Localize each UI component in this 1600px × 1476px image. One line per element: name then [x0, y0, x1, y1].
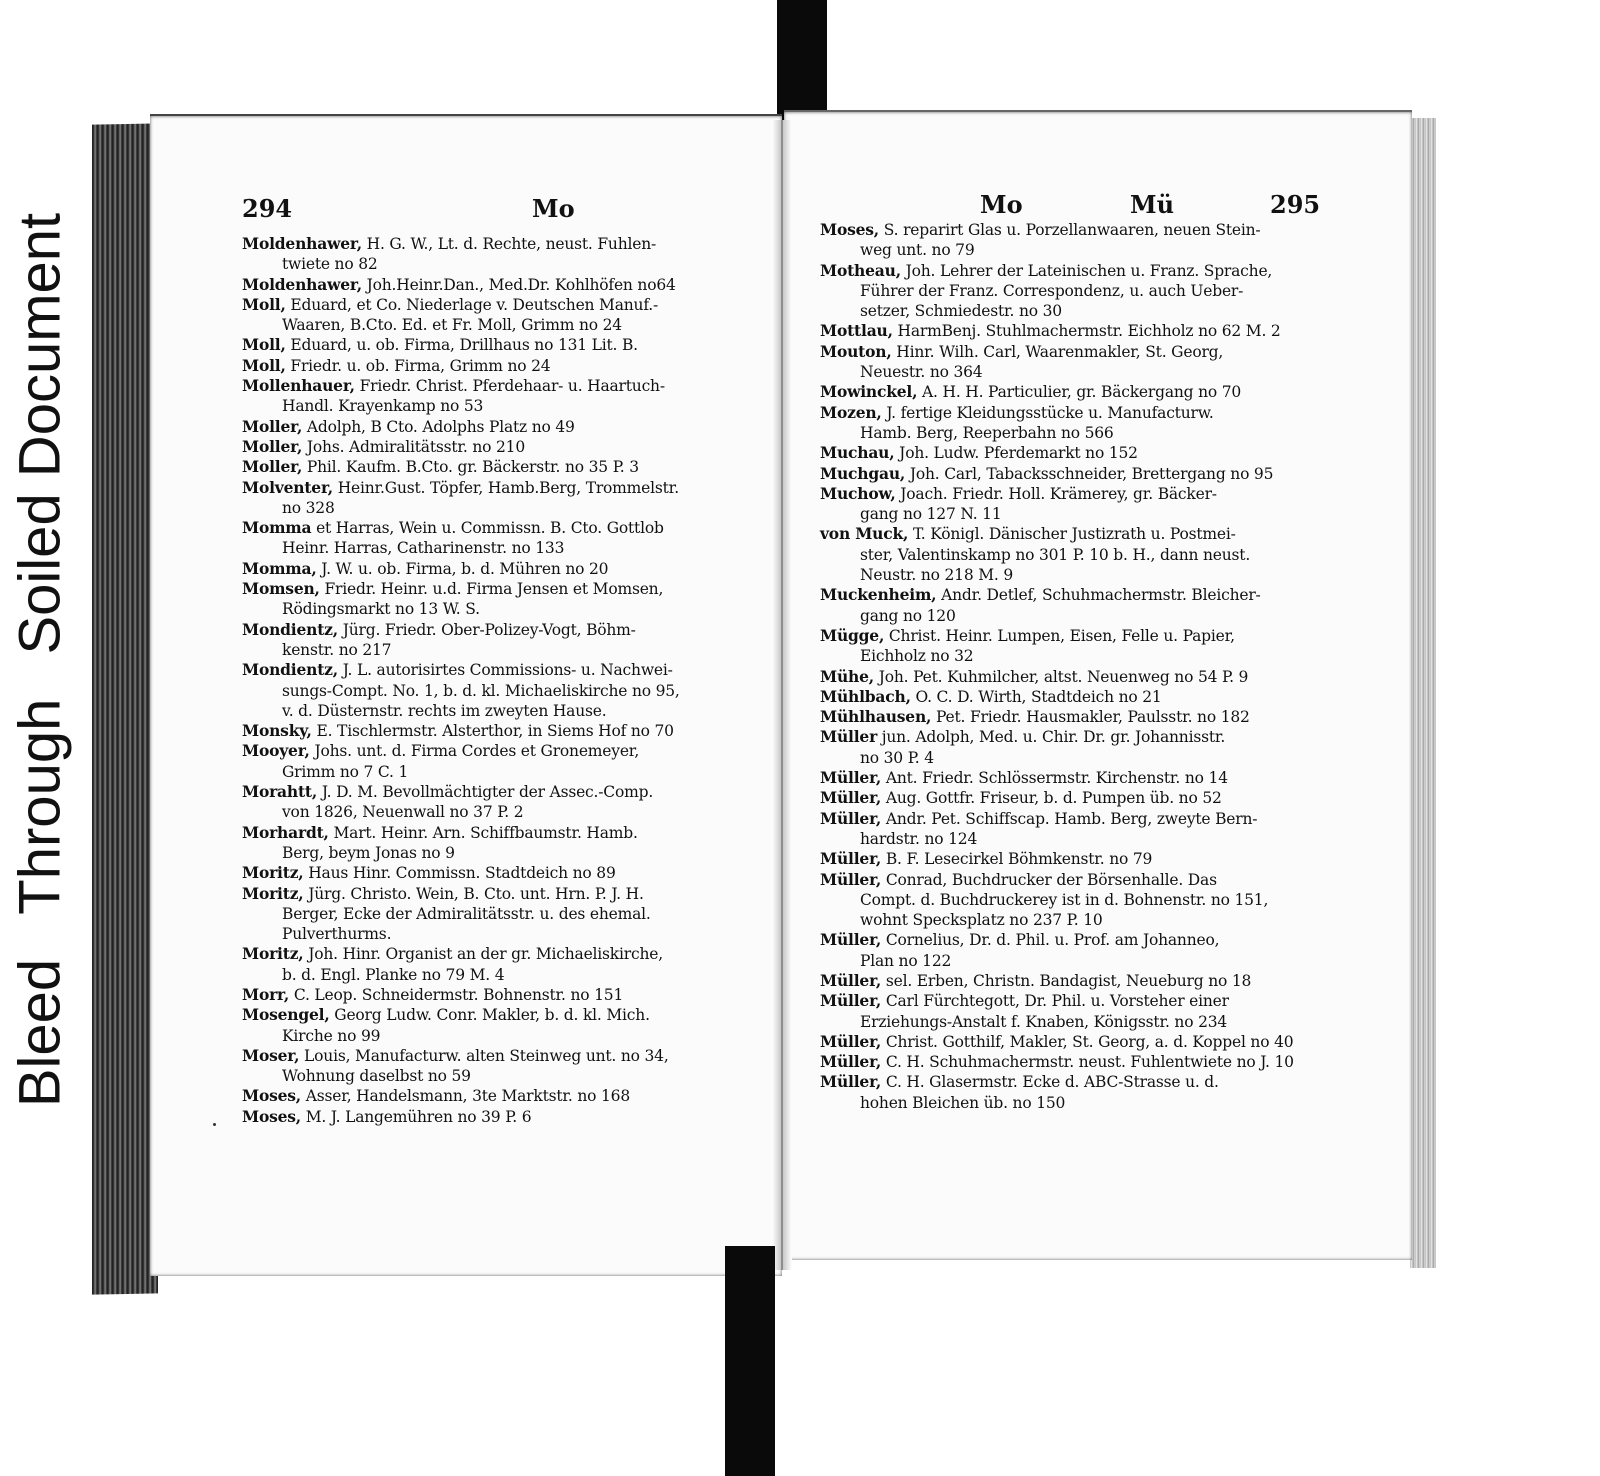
entry-name: Müller, [820, 768, 882, 788]
directory-entry [242, 741, 762, 782]
entry-text: Joh. Carl, Tabacksschneider, Brettergang no 95 [905, 464, 1274, 483]
directory-entry [820, 585, 1340, 626]
entry-first-line [820, 768, 1340, 788]
entry-first-line [242, 823, 762, 843]
entry-first-line [242, 559, 762, 579]
page-edges-left [92, 123, 158, 1294]
entry-text: Jürg. Christo. Wein, B. Cto. unt. Hrn. P. J. H. [303, 884, 644, 903]
entry-continuation: setzer, Schmiedestr. no 30 [860, 302, 1062, 321]
entry-text: C. H. Glasermstr. Ecke d. ABC-Strasse u. d. [881, 1073, 1219, 1092]
entry-continuation: Wohnung daselbst no 59 [282, 1067, 471, 1086]
entry-name: Mowinckel, [820, 382, 918, 402]
directory-entry [820, 382, 1340, 402]
entry-name: Momma [242, 518, 312, 538]
entry-text: Christ. Heinr. Lumpen, Eisen, Felle u. Papier, [884, 626, 1235, 645]
entry-name: Moll, [242, 335, 286, 355]
entry-first-line [820, 667, 1340, 687]
entry-name: Monsky, [242, 721, 312, 741]
entry-continuation: Plan no 122 [860, 951, 952, 970]
entry-name: Müller, [820, 991, 882, 1011]
entry-continuation: Waaren, B.Cto. Ed. et Fr. Moll, Grimm no 24 [282, 316, 622, 335]
entry-first-line [820, 342, 1340, 362]
directory-entry [242, 234, 762, 275]
entry-name: Mügge, [820, 625, 885, 645]
entry-name: Moller, [242, 416, 303, 436]
entry-continuation: no 328 [282, 498, 335, 517]
entry-name: Moritz, [242, 863, 304, 883]
entry-text: et Harras, Wein u. Commissn. B. Cto. Gottlob [311, 519, 664, 538]
entry-first-line [820, 382, 1340, 402]
entry-first-line [820, 971, 1340, 991]
entry-text: M. J. Langemühren no 39 P. 6 [301, 1107, 532, 1126]
entry-continuation: Grimm no 7 C. 1 [282, 762, 409, 781]
entry-text: Joh. Ludw. Pferdemarkt no 152 [894, 444, 1138, 463]
entry-first-line [820, 626, 1340, 646]
entry-first-line [820, 849, 1340, 869]
entry-text: A. H. H. Particulier, gr. Bäckergang no 70 [917, 383, 1242, 402]
entry-name: Moldenhawer, [242, 234, 362, 253]
entry-first-line [242, 1086, 762, 1106]
directory-entry [242, 437, 762, 457]
entry-text: B. F. Lesecirkel Böhmkenstr. no 79 [881, 850, 1153, 869]
entry-first-line [820, 585, 1340, 605]
entry-continuation: Heinr. Harras, Catharinenstr. no 133 [282, 539, 565, 558]
directory-entry [820, 220, 1340, 261]
directory-entry [820, 261, 1340, 322]
entry-text: Louis, Manufacturw. alten Steinweg unt. no 34, [299, 1046, 669, 1065]
entry-first-line [820, 403, 1340, 423]
directory-entry [820, 788, 1340, 808]
entry-name: Mouton, [820, 341, 892, 361]
entry-first-line [242, 518, 762, 538]
entry-name: Müller, [820, 1072, 882, 1092]
running-head-left: Mo [532, 194, 575, 223]
entry-continuation: Handl. Krayenkamp no 53 [282, 397, 484, 416]
entry-text: Andr. Detlef, Schuhmachermstr. Bleicher- [936, 586, 1261, 605]
entry-first-line [242, 457, 762, 477]
entry-first-line [242, 234, 762, 254]
directory-entry [820, 626, 1340, 667]
directory-entry [242, 782, 762, 823]
entry-text: C. Leop. Schneidermstr. Bohnenstr. no 151 [289, 985, 624, 1004]
entry-text: J. D. M. Bevollmächtigter der Assec.-Comp. [317, 783, 654, 802]
entry-name: Mondientz, [242, 619, 338, 639]
entry-name: Mozen, [820, 402, 882, 422]
entry-text: Haus Hinr. Commissn. Stadtdeich no 89 [303, 864, 616, 883]
entry-name: Moritz, [242, 883, 304, 903]
right-page [784, 110, 1412, 1260]
entry-first-line [242, 335, 762, 355]
entry-text: Jürg. Friedr. Ober-Polizey-Vogt, Böhm- [337, 620, 636, 639]
entry-continuation: Pulverthurms. [282, 925, 392, 944]
entry-text: J. fertige Kleidungsstücke u. Manufacturw. [881, 403, 1214, 422]
stamp-word-bleed: Bleed [7, 958, 73, 1108]
entry-first-line [820, 464, 1340, 484]
open-book [84, 96, 1484, 1296]
entry-continuation: Hamb. Berg, Reeperbahn no 566 [860, 423, 1114, 442]
directory-entry [242, 1046, 762, 1087]
directory-entry [820, 707, 1340, 727]
directory-entry [820, 1032, 1340, 1052]
entry-first-line [242, 275, 762, 295]
entry-continuation: ster, Valentinskamp no 301 P. 10 b. H., dann neust. [860, 545, 1251, 564]
directory-entry [242, 295, 762, 336]
entry-first-line [820, 809, 1340, 829]
entry-text: E. Tischlermstr. Alsterthor, in Siems Hof no 70 [311, 722, 674, 741]
directory-entry [242, 478, 762, 519]
entry-first-line [242, 985, 762, 1005]
entry-first-line [820, 687, 1340, 707]
entry-text: Johs. unt. d. Firma Cordes et Gronemeyer, [309, 742, 640, 761]
entry-continuation: hohen Bleichen üb. no 150 [860, 1093, 1066, 1112]
entry-name: Moses, [820, 220, 880, 239]
entry-text: T. Königl. Dänischer Justizrath u. Postmei- [908, 525, 1236, 544]
entry-first-line [820, 930, 1340, 950]
speck [213, 1123, 216, 1126]
entry-text: Adolph, B Cto. Adolphs Platz no 49 [302, 417, 575, 436]
directory-entry [242, 356, 762, 376]
entry-name: Morahtt, [242, 782, 318, 802]
entry-text: Cornelius, Dr. d. Phil. u. Prof. am Johanneo, [881, 931, 1220, 950]
entry-name: Müller, [820, 930, 882, 950]
entry-name: Müller [820, 727, 878, 747]
entry-name: Müller, [820, 808, 882, 828]
entry-text: Eduard, u. ob. Firma, Drillhaus no 131 Lit. B. [285, 336, 638, 355]
entry-continuation: b. d. Engl. Planke no 79 M. 4 [282, 965, 505, 984]
entry-text: Johs. Admiralitätsstr. no 210 [302, 437, 525, 456]
entry-name: Molventer, [242, 477, 333, 497]
entry-name: Müller, [820, 869, 882, 889]
entry-name: Mühe, [820, 666, 874, 686]
left-page [150, 114, 782, 1276]
entry-name: Mosengel, [242, 1005, 330, 1025]
entry-text: Joach. Friedr. Holl. Krämerey, gr. Bäcker- [895, 484, 1217, 503]
directory-entry [820, 870, 1340, 931]
entry-name: Muchau, [820, 443, 895, 463]
entry-first-line [242, 1005, 762, 1025]
directory-entry [820, 403, 1340, 444]
directory-entry [820, 971, 1340, 991]
entry-continuation: gang no 120 [860, 606, 956, 625]
entry-continuation: Rödingsmarkt no 13 W. S. [282, 600, 480, 619]
entry-first-line [242, 660, 762, 680]
entry-text: Carl Fürchtegott, Dr. Phil. u. Vorsteher einer [881, 992, 1229, 1011]
directory-entry [242, 417, 762, 437]
entry-text: Joh. Hinr. Organist an der gr. Michaeliskirche, [303, 945, 663, 964]
entry-name: Muchgau, [820, 463, 906, 483]
entry-first-line [242, 579, 762, 599]
entry-first-line [820, 524, 1340, 544]
entry-first-line [820, 870, 1340, 890]
entry-name: Motheau, [820, 260, 901, 280]
entry-name: Müller, [820, 1031, 882, 1051]
directory-entry [242, 335, 762, 355]
entry-continuation: Neuestr. no 364 [860, 363, 983, 382]
entry-continuation: Eichholz no 32 [860, 647, 974, 666]
entry-text: Phil. Kaufm. B.Cto. gr. Bäckerstr. no 35 P. 3 [302, 458, 639, 477]
stamp-label [0, 130, 80, 1190]
entry-text: Mart. Heinr. Arn. Schiffbaumstr. Hamb. [328, 823, 638, 842]
entry-text: Conrad, Buchdrucker der Börsenhalle. Das [881, 870, 1217, 889]
entry-text: Asser, Handelsmann, 3te Marktstr. no 168 [301, 1087, 630, 1106]
entry-text: Hinr. Wilh. Carl, Waarenmakler, St. Georg, [891, 342, 1224, 361]
entry-continuation: no 30 P. 4 [860, 748, 934, 767]
directory-entry [820, 991, 1340, 1032]
entry-name: Müller, [820, 1052, 882, 1072]
directory-entry [242, 944, 762, 985]
running-head-right-1: Mo [980, 190, 1023, 219]
entry-text: Joh. Pet. Kuhmilcher, altst. Neuenweg no 54 P. 9 [873, 667, 1249, 686]
directory-entry [242, 884, 762, 945]
entry-continuation: Erziehungs-Anstalt f. Knaben, Königsstr. no 234 [860, 1012, 1228, 1031]
entry-first-line [242, 620, 762, 640]
entry-first-line [242, 295, 762, 315]
entry-name: Müller, [820, 788, 882, 808]
directory-entry [820, 809, 1340, 850]
entry-text: Pet. Friedr. Hausmakler, Paulsstr. no 182 [931, 708, 1250, 727]
entry-name: Moser, [242, 1045, 300, 1065]
bookmark-ribbon-bottom [725, 1246, 775, 1476]
directory-entries-right [820, 220, 1340, 1113]
entry-continuation: gang no 127 N. 11 [860, 505, 1002, 524]
bookmark-ribbon-top [777, 0, 827, 120]
directory-entry [242, 1107, 762, 1127]
entry-text: Friedr. Heinr. u.d. Firma Jensen et Momsen, [319, 580, 664, 599]
directory-entry [242, 1086, 762, 1106]
directory-entry [820, 464, 1340, 484]
directory-entry [820, 930, 1340, 971]
directory-entry [242, 1005, 762, 1046]
directory-entry [820, 484, 1340, 525]
entry-name: Moritz, [242, 944, 304, 964]
page-number-left: 294 [242, 194, 293, 223]
entry-text: C. H. Schuhmachermstr. neust. Fuhlentwiete no J. 10 [881, 1053, 1294, 1072]
entry-name: Momma, [242, 558, 317, 578]
entry-first-line [242, 417, 762, 437]
entry-first-line [820, 788, 1340, 808]
entry-first-line [820, 727, 1340, 747]
entry-name: Momsen, [242, 579, 320, 599]
entry-continuation: Compt. d. Buchdruckerey ist in d. Bohnenstr. no 151, [860, 890, 1269, 909]
entry-text: HarmBenj. Stuhlmachermstr. Eichholz no 62 M. 2 [892, 322, 1281, 341]
entry-continuation: Berger, Ecke der Admiralitätsstr. u. des ehemal. [282, 904, 651, 923]
directory-entry [820, 849, 1340, 869]
directory-entry [820, 1072, 1340, 1113]
entry-text: Andr. Pet. Schiffscap. Hamb. Berg, zweyte Bern- [881, 809, 1258, 828]
book-gutter [772, 120, 792, 1270]
entry-continuation: Neustr. no 218 M. 9 [860, 566, 1014, 585]
directory-entry [820, 321, 1340, 341]
entry-first-line [242, 376, 762, 396]
entry-text: sel. Erben, Christn. Bandagist, Neueburg no 18 [881, 971, 1252, 990]
directory-entry [242, 823, 762, 864]
entry-first-line [242, 437, 762, 457]
directory-entry [242, 579, 762, 620]
entry-first-line [242, 356, 762, 376]
directory-entry [820, 1052, 1340, 1072]
entry-first-line [242, 721, 762, 741]
entry-first-line [820, 443, 1340, 463]
entry-first-line [820, 261, 1340, 281]
directory-entry [820, 727, 1340, 768]
entry-text: Joh. Lehrer der Lateinischen u. Franz. Sprache, [900, 261, 1273, 280]
entry-name: Moses, [242, 1086, 302, 1106]
entry-text: S. reparirt Glas u. Porzellanwaaren, neuen Stein- [879, 221, 1261, 239]
entry-text: Friedr. u. ob. Firma, Grimm no 24 [285, 356, 551, 375]
stamp-text [7, 213, 74, 1107]
entry-name: Moldenhawer, [242, 274, 362, 294]
entry-first-line [820, 991, 1340, 1011]
directory-entry [242, 376, 762, 417]
page-edges-right [1410, 118, 1436, 1268]
entry-name: Morhardt, [242, 822, 329, 842]
entry-first-line [820, 220, 1340, 240]
entry-text: O. C. D. Wirth, Stadtdeich no 21 [910, 687, 1162, 706]
entry-first-line [820, 1072, 1340, 1092]
entry-text: Aug. Gottfr. Friseur, b. d. Pumpen üb. no 52 [881, 789, 1222, 808]
directory-entry [242, 985, 762, 1005]
running-head-right-2: Mü [1130, 190, 1175, 219]
entry-name: Moll, [242, 294, 286, 314]
directory-entry [820, 687, 1340, 707]
entry-first-line [820, 484, 1340, 504]
directory-entry [242, 457, 762, 477]
entry-name: Moller, [242, 457, 303, 477]
entry-name: Mondientz, [242, 660, 338, 680]
entry-text: Eduard, et Co. Niederlage v. Deutschen Manuf.- [285, 295, 659, 314]
entry-continuation: Kirche no 99 [282, 1026, 381, 1045]
entry-text: Heinr.Gust. Töpfer, Hamb.Berg, Trommelstr. [332, 478, 679, 497]
entry-text: Ant. Friedr. Schlössermstr. Kirchenstr. no 14 [881, 769, 1228, 788]
entry-continuation: hardstr. no 124 [860, 829, 978, 848]
entry-first-line [820, 1032, 1340, 1052]
entry-first-line [242, 863, 762, 883]
entry-first-line [242, 884, 762, 904]
entry-continuation: Führer der Franz. Correspondenz, u. auch Ueber- [860, 281, 1244, 300]
directory-entry [820, 342, 1340, 383]
entry-continuation: kenstr. no 217 [282, 640, 392, 659]
entry-name: Muckenheim, [820, 585, 937, 605]
entry-first-line [242, 944, 762, 964]
entry-text: jun. Adolph, Med. u. Chir. Dr. gr. Johannisstr. [877, 728, 1226, 747]
entry-continuation: wohnt Specksplatz no 237 P. 10 [860, 911, 1103, 930]
entry-first-line [242, 782, 762, 802]
entry-text: J. L. autorisirtes Commissions- u. Nachwei- [337, 661, 673, 680]
entry-first-line [242, 1046, 762, 1066]
entry-text: H. G. W., Lt. d. Rechte, neust. Fuhlen- [361, 235, 657, 253]
entry-text: J. W. u. ob. Firma, b. d. Mühren no 20 [316, 559, 609, 578]
directory-entry [820, 524, 1340, 585]
stamp-word-through: Through [7, 698, 73, 915]
directory-entry [242, 559, 762, 579]
entry-name: von Muck, [820, 524, 909, 544]
entry-text: Georg Ludw. Conr. Makler, b. d. kl. Mich. [329, 1006, 650, 1025]
entry-name: Moses, [242, 1106, 302, 1126]
directory-entry [242, 518, 762, 559]
directory-entry [242, 660, 762, 721]
entry-first-line [820, 321, 1340, 341]
entry-first-line [242, 478, 762, 498]
entry-name: Mühlhausen, [820, 707, 932, 727]
directory-entry [242, 721, 762, 741]
entry-text: Friedr. Christ. Pferdehaar- u. Haartuch- [354, 377, 665, 396]
entry-name: Moller, [242, 436, 303, 456]
entry-continuation: von 1826, Neuenwall no 37 P. 2 [282, 803, 524, 822]
directory-entry [820, 768, 1340, 788]
entry-continuation: v. d. Düsternstr. rechts im zweyten Hause. [282, 701, 607, 720]
directory-entry [242, 863, 762, 883]
entry-first-line [242, 741, 762, 761]
entry-first-line [820, 1052, 1340, 1072]
entry-name: Müller, [820, 849, 882, 869]
entry-name: Morr, [242, 984, 290, 1004]
entry-continuation: sungs-Compt. No. 1, b. d. kl. Michaeliskirche no 95, [282, 681, 680, 700]
directory-entry [242, 620, 762, 661]
directory-entries-left [242, 234, 762, 1127]
entry-name: Müller, [820, 970, 882, 990]
entry-name: Moll, [242, 355, 286, 375]
entry-first-line [242, 1107, 762, 1127]
entry-continuation: weg unt. no 79 [860, 241, 975, 260]
entry-first-line [820, 707, 1340, 727]
entry-text: Joh.Heinr.Dan., Med.Dr. Kohlhöfen no64 [361, 275, 676, 294]
directory-entry [820, 667, 1340, 687]
directory-entry [820, 443, 1340, 463]
entry-name: Muchow, [820, 483, 896, 503]
entry-continuation: twiete no 82 [282, 255, 378, 274]
entry-continuation: Berg, beym Jonas no 9 [282, 843, 455, 862]
directory-entry [242, 275, 762, 295]
entry-text: Christ. Gotthilf, Makler, St. Georg, a. d. Koppel no 40 [881, 1032, 1294, 1051]
page-number-right: 295 [1270, 190, 1321, 219]
stamp-word-soiled: Soiled Document [7, 212, 73, 655]
entry-name: Mollenhauer, [242, 376, 355, 396]
entry-name: Mühlbach, [820, 686, 911, 706]
entry-name: Mottlau, [820, 321, 893, 341]
entry-name: Mooyer, [242, 741, 310, 761]
